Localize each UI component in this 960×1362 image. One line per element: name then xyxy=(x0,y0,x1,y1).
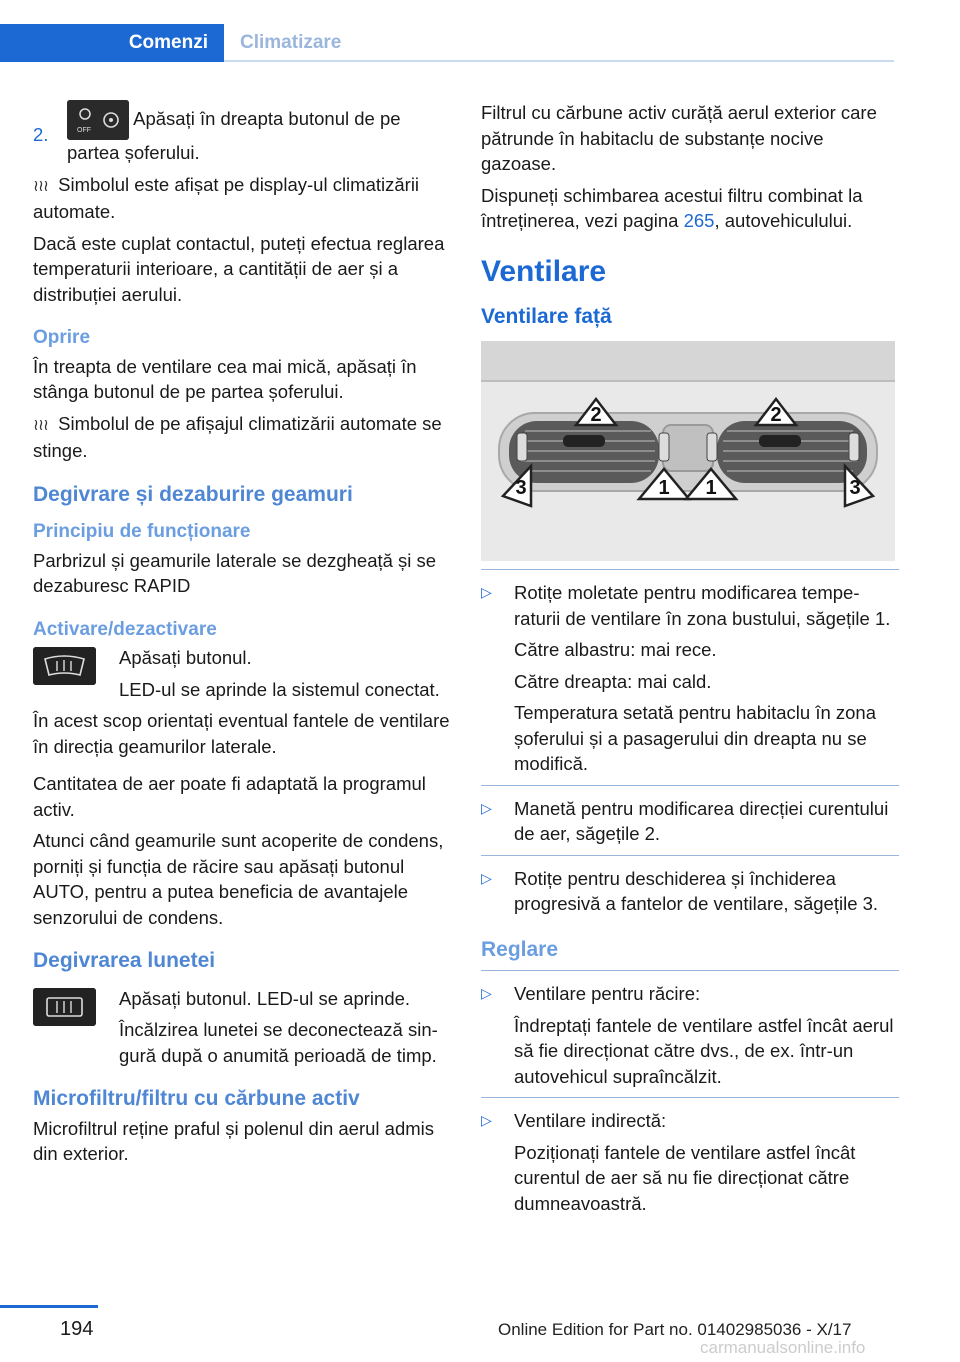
paragraph: Parbrizul și geamurile laterale se dezgheață și se dezaburesc RAPID xyxy=(33,549,437,596)
paragraph: Simbolul de pe afișajul climatizării automate se stinge. xyxy=(33,412,442,461)
svg-text:OFF: OFF xyxy=(77,127,91,134)
callout-3-right: 3 xyxy=(849,477,861,499)
airflow-icon: ≀≀≀ xyxy=(33,416,48,434)
rear-window-button-block xyxy=(33,986,451,1069)
heading-oprire: Oprire xyxy=(33,327,91,348)
paragraph: Încălzirea lunetei se deconectează singură după o anumită perioadă de timp. xyxy=(119,1019,438,1066)
step-number: 2. xyxy=(33,124,49,145)
heading-degivrare: Degivrare și dezaburire geamuri xyxy=(33,482,353,506)
watermark: carmanualsonline.info xyxy=(700,1338,866,1357)
tab-comenzi[interactable]: Comenzi xyxy=(0,24,224,62)
callout-1-left: 1 xyxy=(658,477,670,499)
paragraph: Dispuneți schimbarea acestui filtru combinat la întreținerea, vezi pagina 265, autovehiculului. xyxy=(481,184,863,231)
page-number: 194 xyxy=(60,1318,94,1340)
header-divider xyxy=(224,60,894,62)
paragraph: Microfiltrul reține praful și polenul din aerul admis din exterior. xyxy=(33,1117,435,1164)
fan-off-button-icon xyxy=(67,100,129,140)
heading-lunetei: Degivrarea lunetei xyxy=(33,949,216,972)
paragraph: Apăsați butonul. xyxy=(119,647,252,668)
callout-2-right: 2 xyxy=(770,404,782,426)
paragraph: În acest scop orientați eventual fantele de ventilare în direcția geamurilor laterale. xyxy=(33,710,450,757)
callout-3-left: 3 xyxy=(515,477,527,499)
triangle-bullet-icon: ▷ xyxy=(481,584,492,600)
paragraph: Cantitatea de aer poate fi adaptată la programul activ. xyxy=(33,773,426,820)
paragraph: În treapta de ventilare cea mai mică, apăsați în stânga butonul de pe partea șoferului. xyxy=(33,355,417,402)
paragraph: Apăsați butonul. LED-ul se aprinde. xyxy=(119,987,411,1009)
triangle-bullet-icon: ▷ xyxy=(481,1112,492,1128)
paragraph: LED-ul se aprinde la sistemul conectat. xyxy=(119,678,440,700)
page-header xyxy=(0,0,960,62)
divider xyxy=(481,569,899,570)
heading-principiu: Principiu de funcționare xyxy=(33,521,251,542)
heading-ventilare-fata: Ventilare față xyxy=(481,304,612,328)
divider xyxy=(481,785,899,786)
airflow-icon: ≀≀≀ xyxy=(33,177,48,195)
list-item: ▷ Ventilare pentru răcire: Îndreptați fantele de ventilare astfel încât aerul să fie direcționat către dvs., de ex. într-un autovehicul supraîncălzit. xyxy=(481,983,894,1087)
triangle-bullet-icon: ▷ xyxy=(481,869,492,886)
list-item: ▷ Rotițe moletate pentru modificarea temperaturii de ventilare în zona bustului, săgețile 1. Către albastru: mai rece. Către dreapta: mai cald. Temperatura setată pentru habitaclu în zona șoferului și a pasagerului din dreapta nu se modifică. xyxy=(481,582,891,774)
step-text: Apăsați în dreapta butonul de pe partea șoferului. xyxy=(67,107,401,163)
paragraph: Atunci când geamurile sunt acoperite de condens, porniți și funcția de răcire sau apăsați butonul AUTO, pentru a putea beneficia de avantajele senzorului de condens. xyxy=(33,830,444,928)
divider xyxy=(481,1097,899,1098)
divider xyxy=(481,855,899,856)
list-item: ▷ Manetă pentru modificarea direcției curentului de aer, săgețile 2. xyxy=(481,797,889,844)
triangle-bullet-icon: ▷ xyxy=(481,985,492,1001)
callout-1-right: 1 xyxy=(705,477,717,499)
heading-activare: Activare/dezactivare xyxy=(33,618,217,640)
heading-reglare: Reglare xyxy=(481,937,559,961)
right-column xyxy=(481,100,899,1222)
windshield-button-block xyxy=(33,645,451,702)
list-item: ▷ Ventilare indirectă: Poziționați fantele de ventilare astfel încât curentul de aer să nu fie direcționat către dumneavoastră. xyxy=(481,1110,856,1214)
vent-illustration xyxy=(481,341,895,561)
heading-microfiltru: Microfiltru/filtru cu cărbune activ xyxy=(33,1087,360,1110)
windshield-defrost-button-icon xyxy=(33,647,96,685)
edition-text: Online Edition for Part no. 01402985036 - X/17 xyxy=(498,1320,852,1339)
tab-climatizare[interactable]: Climatizare xyxy=(240,32,342,53)
divider xyxy=(481,970,899,971)
left-column xyxy=(33,100,451,1173)
rear-window-defrost-button-icon xyxy=(33,988,96,1026)
paragraph: Filtrul cu cărbune activ curăță aerul exterior care pătrunde în habitaclu de substanțe nocive gazoase. xyxy=(481,102,877,174)
list-item: ▷ Rotițe pentru deschiderea și închiderea progresivă a fantelor de ventilare, săgețile 3. xyxy=(481,867,879,914)
page-link[interactable]: 265 xyxy=(683,210,715,231)
paragraph: Simbolul este afișat pe display-ul climatizării automate. xyxy=(33,173,420,222)
callout-2-left: 2 xyxy=(590,404,602,426)
paragraph: Dacă este cuplat contactul, puteți efectua reglarea temperaturii interioare, a cantității de aer și a distribuției aerului. xyxy=(33,232,445,305)
heading-ventilare: Ventilare xyxy=(481,254,607,288)
triangle-bullet-icon: ▷ xyxy=(481,799,492,816)
step-2 xyxy=(33,100,451,166)
footer-rule xyxy=(0,1305,98,1308)
